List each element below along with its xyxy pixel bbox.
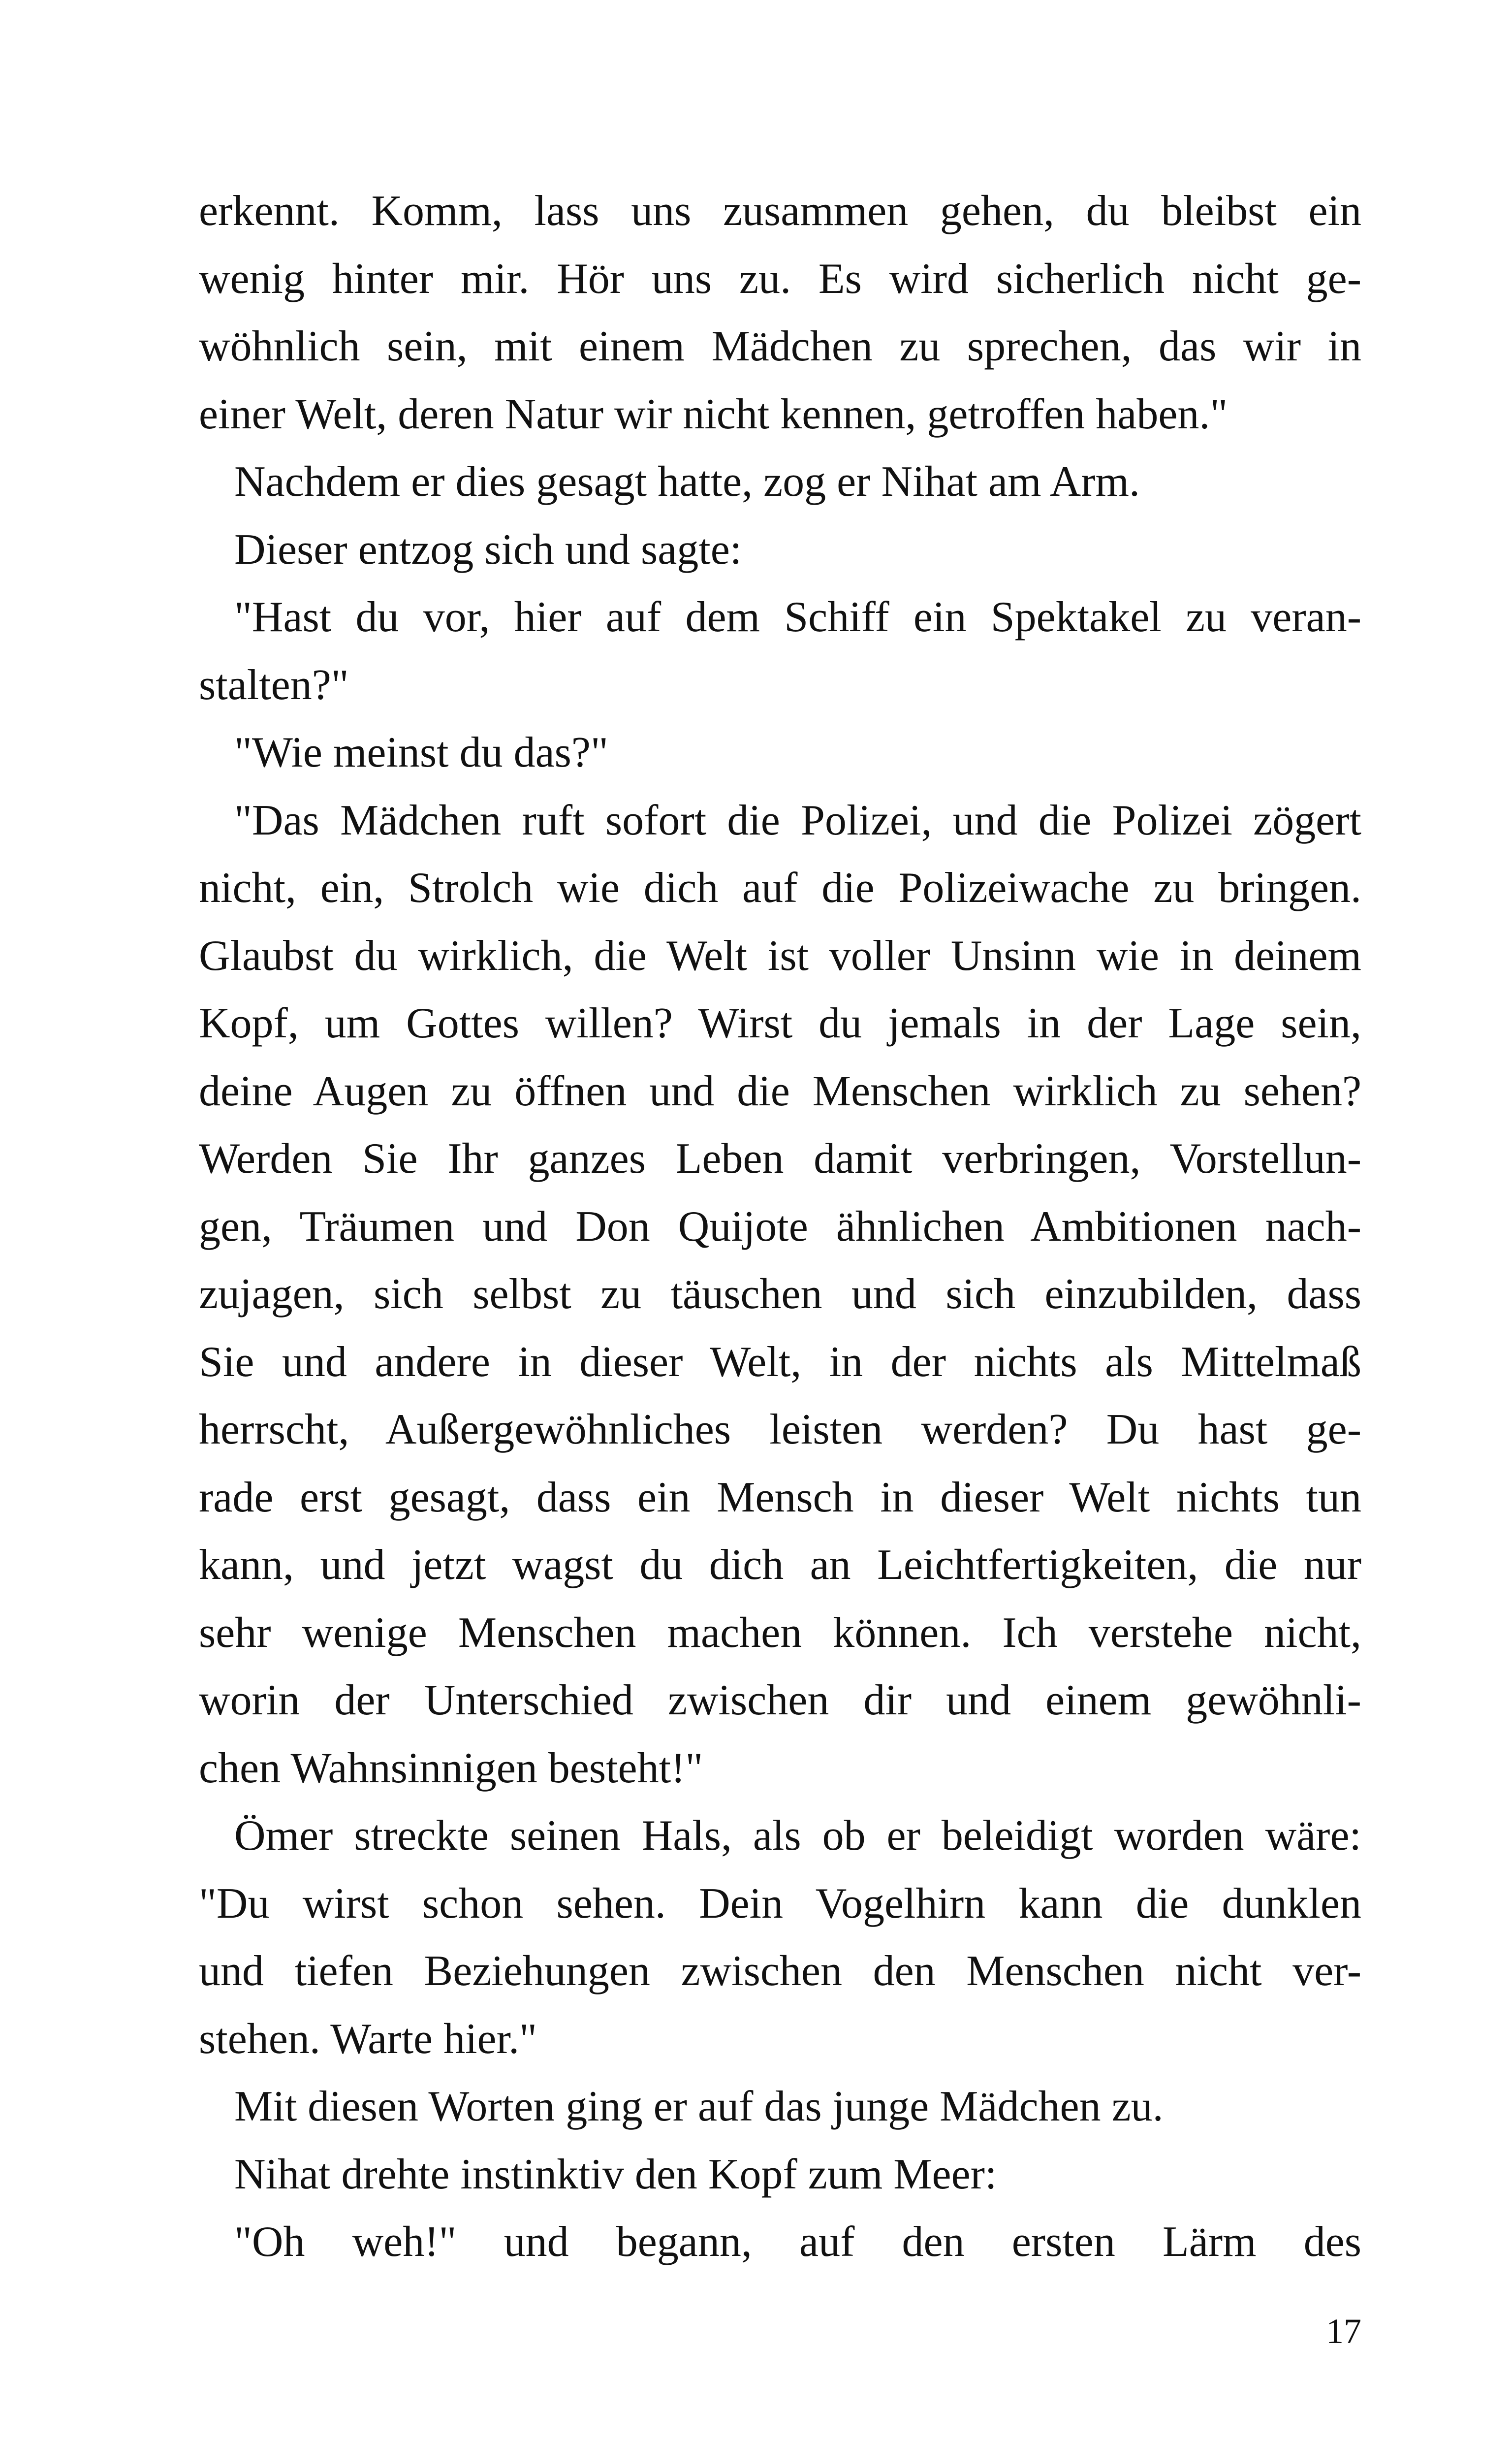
text-line: Dieser entzog sich und sagte:	[234, 525, 742, 574]
text-line: "Wie meinst du das?"	[234, 729, 608, 776]
text-line: Werden Sie Ihr ganzes Leben damit verbringen, Vorstellun-	[199, 1135, 1361, 1183]
text-line: worin der Unterschied zwischen dir und einem gewöhnli-	[199, 1676, 1361, 1724]
text-line: "Das Mädchen ruft sofort die Polizei, und die Polizei zögert	[234, 796, 1361, 844]
text-line: wenig hinter mir. Hör uns zu. Es wird sicherlich nicht ge-	[199, 255, 1361, 303]
text-line: "Du wirst schon sehen. Dein Vogelhirn kann die dunklen	[199, 1879, 1361, 1928]
text-line: Mit diesen Worten ging er auf das junge Mädchen zu.	[234, 2083, 1164, 2130]
text-line: und tiefen Beziehungen zwischen den Menschen nicht ver-	[199, 1947, 1361, 1995]
text-line: nicht, ein, Strolch wie dich auf die Polizeiwache zu bringen.	[199, 864, 1361, 912]
text-line: Sie und andere in dieser Welt, in der nichts als Mittelmaß	[199, 1338, 1361, 1386]
text-line: Kopf, um Gottes willen? Wirst du jemals in der Lage sein,	[199, 999, 1361, 1047]
text-line: deine Augen zu öffnen und die Menschen wirklich zu sehen?	[199, 1067, 1361, 1115]
text-line: Nihat drehte instinktiv den Kopf zum Meer:	[234, 2150, 997, 2198]
text-line: kann, und jetzt wagst du dich an Leichtfertigkeiten, die nur	[199, 1541, 1361, 1589]
text-line: Ömer streckte seinen Hals, als ob er beleidigt worden wäre:	[234, 1812, 1361, 1860]
text-line: rade erst gesagt, dass ein Mensch in dieser Welt nichts tun	[199, 1473, 1361, 1521]
body-text	[199, 177, 1361, 2276]
text-line: wöhnlich sein, mit einem Mädchen zu sprechen, das wir in	[199, 322, 1361, 370]
text-line: Glaubst du wirklich, die Welt ist voller Unsinn wie in deinem	[199, 932, 1361, 980]
text-line: zujagen, sich selbst zu täuschen und sich einzubilden, dass	[199, 1270, 1361, 1318]
text-line: "Hast du vor, hier auf dem Schiff ein Spektakel zu veran-	[234, 593, 1361, 641]
text-line: stalten?"	[199, 661, 349, 709]
page-number: 17	[1326, 2312, 1361, 2351]
text-line: erkennt. Komm, lass uns zusammen gehen, du bleibst ein	[199, 187, 1361, 235]
text-line: sehr wenige Menschen machen können. Ich verstehe nicht,	[199, 1608, 1361, 1657]
text-line: einer Welt, deren Natur wir nicht kennen, getroffen haben."	[199, 390, 1228, 438]
text-line: gen, Träumen und Don Quijote ähnlichen Ambitionen nach-	[199, 1202, 1361, 1251]
text-line: chen Wahnsinnigen besteht!"	[199, 1744, 703, 1792]
text-line: stehen. Warte hier."	[199, 2015, 537, 2063]
text-line: Nachdem er dies gesagt hatte, zog er Nihat am Arm.	[234, 458, 1140, 506]
text-line: herrscht, Außergewöhnliches leisten werden? Du hast ge-	[199, 1406, 1361, 1453]
text-line: "Oh weh!" und begann, auf den ersten Lärm des	[234, 2218, 1361, 2266]
